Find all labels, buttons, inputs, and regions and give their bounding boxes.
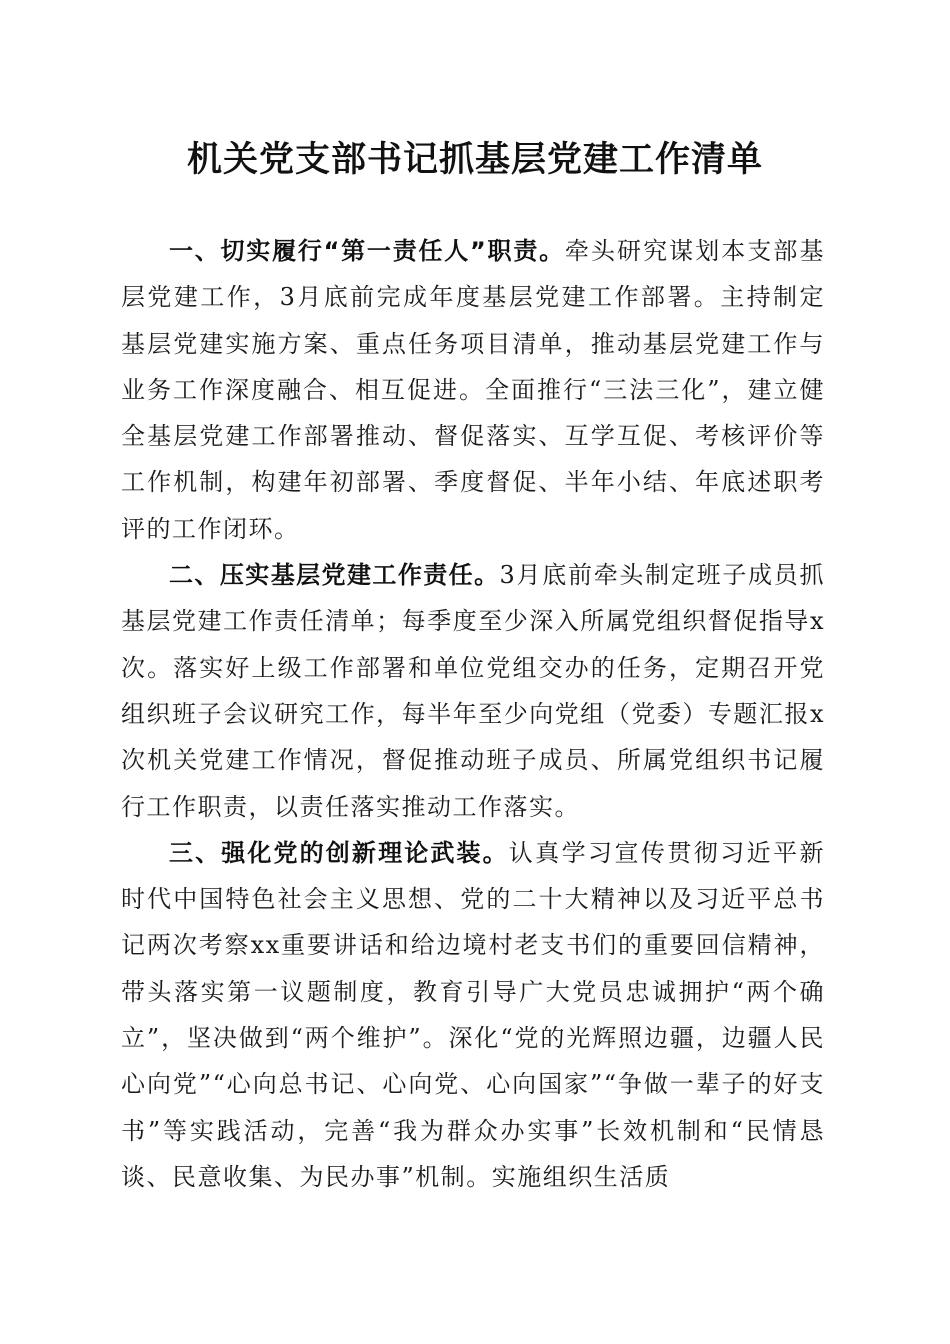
section-heading-2: 二、压实基层党建工作责任。	[169, 561, 500, 590]
section-text-3: 认真学习宣传贯彻习近平新时代中国特色社会主义思想、党的二十大精神以及习近平总书记两次考察xx重要讲话和给边境村老支书们的重要回信精神，带头落实第一议题制度，教育引导广大党员忠诚拥护“两个确立”，坚决做到“两个维护”。深化“党的光辉照边疆，边疆人民心向党”“心向总书记、心向党、心向国家”“争做一辈子的好支书”等实践活动，完善“我为群众办实事”长效机制和“民情恳谈、民意收集、为民办事”机制。实施组织生活质	[121, 838, 825, 1191]
section-text-2: 3月底前牵头制定班子成员抓基层党建工作责任清单；每季度至少深入所属党组织督促指导x次。落实好上级工作部署和单位党组交办的任务，定期召开党组织班子会议研究工作，每半年至少向党组（党委）专题汇报x次机关党建工作情况，督促推动班子成员、所属党组织书记履行工作职责，以责任落实推动工作落实。	[121, 561, 825, 821]
section-text-1: 牵头研究谋划本支部基层党建工作，3月底前完成年度基层党建工作部署。主持制定基层党建实施方案、重点任务项目清单，推动基层党建工作与业务工作深度融合、相互促进。全面推行“三法三化”，建立健全基层党建工作部署推动、督促落实、互学互促、考核评价等工作机制，构建年初部署、季度督促、半年小结、年底述职考评的工作闭环。	[121, 237, 826, 543]
section-heading-3: 三、强化党的创新理论武装。	[169, 838, 509, 867]
section-paragraph-1	[121, 228, 825, 552]
section-paragraph-2	[121, 552, 825, 830]
section-paragraph-3	[121, 830, 825, 1200]
document-body	[121, 228, 825, 1200]
section-heading-1: 一、切实履行“第一责任人”职责。	[169, 237, 565, 265]
document-title: 机关党支部书记抓基层党建工作清单	[186, 140, 763, 180]
